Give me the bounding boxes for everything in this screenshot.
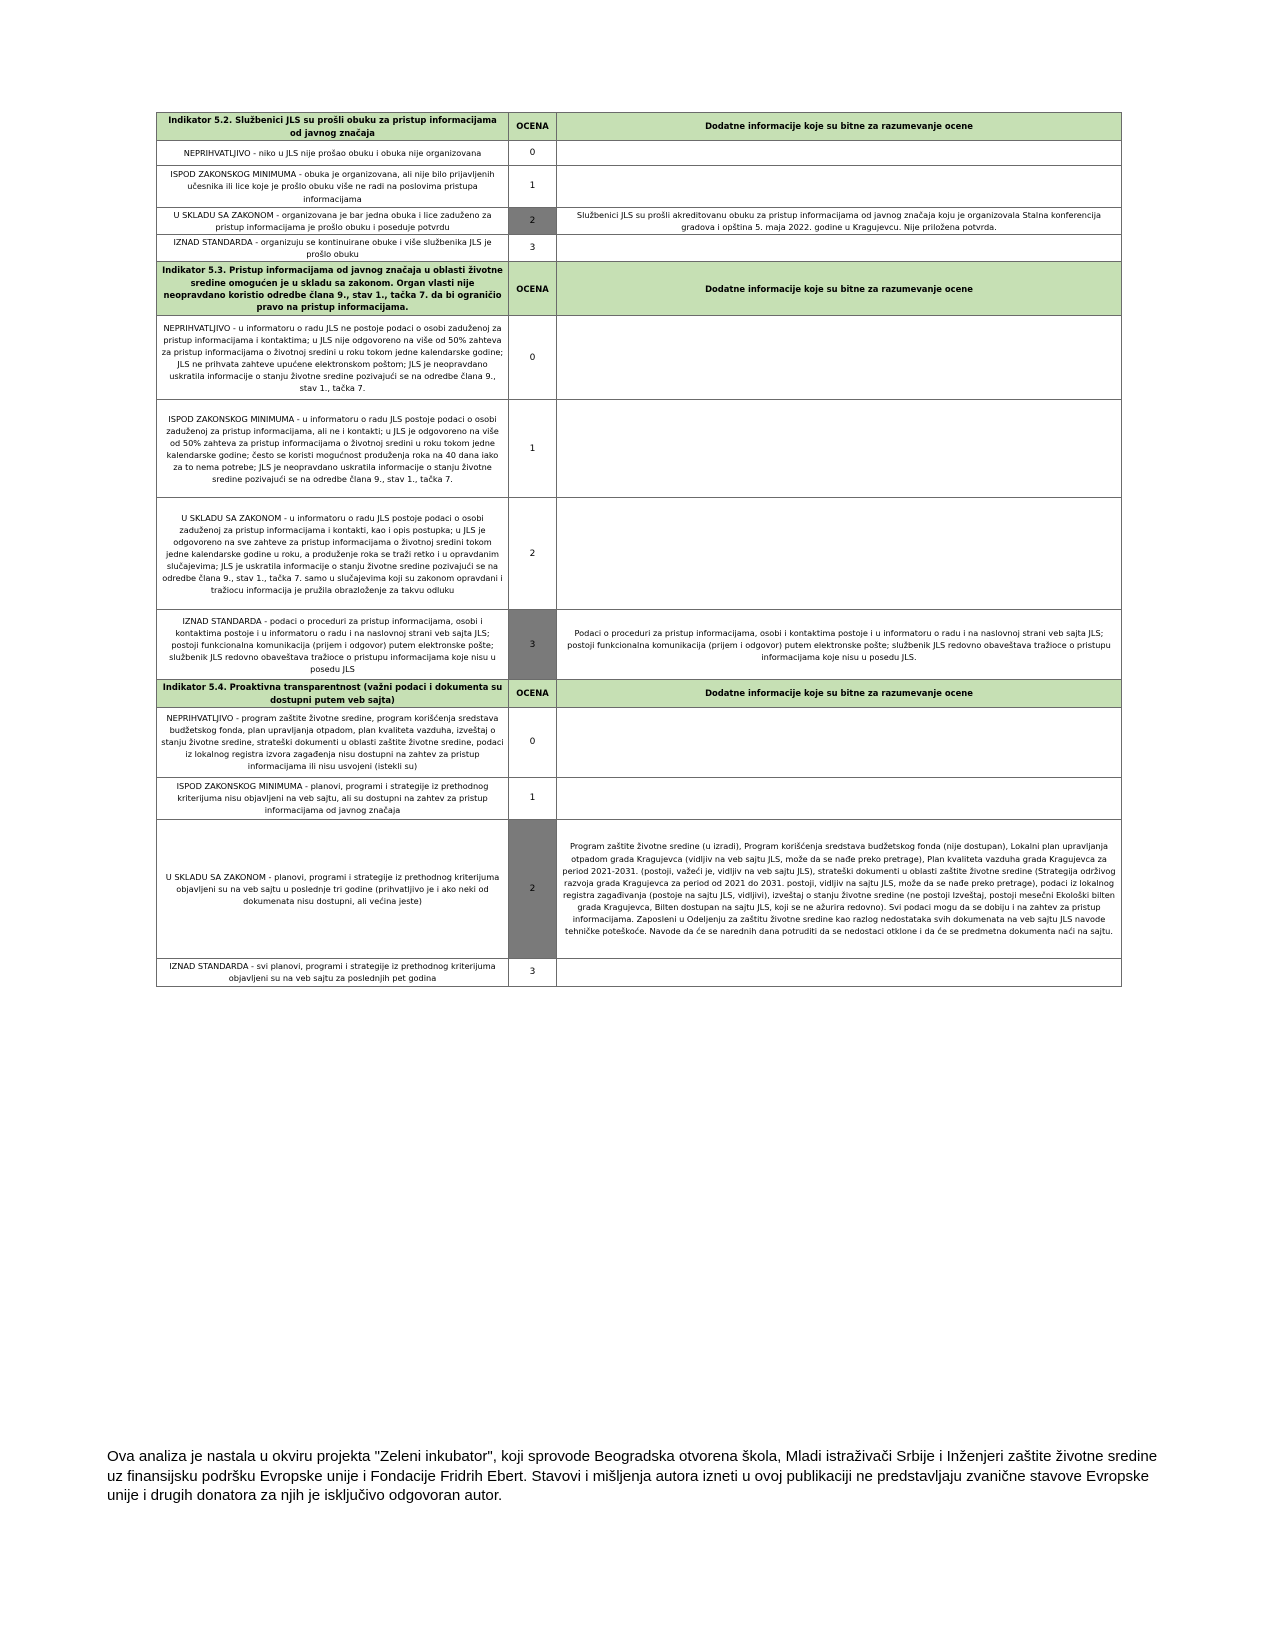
- additional-info: [557, 235, 1122, 262]
- additional-info: [557, 316, 1122, 400]
- criterion-row: [157, 400, 1122, 498]
- score-cell: 0: [509, 707, 557, 777]
- criterion-row: [157, 141, 1122, 166]
- criterion-row: [157, 235, 1122, 262]
- criterion-text: IZNAD STANDARDA - svi planovi, programi i strategije iz prethodnog kriterijuma objavljeni su na veb sajtu za poslednjih pet godina: [157, 958, 509, 986]
- additional-info: Program zaštite životne sredine (u izradi), Program korišćenja sredstava budžetskog fonda (nije dostupan), Lokalni plan upravljanja otpadom grada Kragujevca (vidljiv na veb sajtu JLS, može da se nađe preko pretrage), Plan kvaliteta vazduha grada Kragujevca za period 2021-2031. (postoji, važeći je, vidljiv na veb sajtu JLS), strateški dokumenti u oblasti zaštite životne sredine (Strategija održivog razvoja grada Kragujevca za period od 2021 do 2031. postoji, vidljiv na sajtu JLS, može da se nađe preko pretrage), podaci iz lokalnog registra zagađivanja (postoje na sajtu JLS, vidljivi), izveštaj o stanju životne sredine (ne postoji Izveštaj, postoji mesečni Ekološki bilten grada Kragujevca, Bilten dostupan na sajtu JLS, koji se ne ažurira redovno). Svi podaci mogu da se dobiju i na zahtev za pristup informacijama. Zaposleni u Odeljenju za zaštitu životne sredine kao razlog nedostataka svih dokumenata na veb sajtu JLS navode tehničke poteškoće. Navode da će se narednih dana potruditi da se nedostaci otklone i da će se predmetna dokumenta naći na sajtu.: [557, 819, 1122, 958]
- score-cell: 0: [509, 316, 557, 400]
- info-header: Dodatne informacije koje su bitne za razumevanje ocene: [557, 680, 1122, 707]
- footer-note: Ova analiza je nastala u okviru projekta "Zeleni inkubator", koji sprovode Beogradska otvorena škola, Mladi istraživači Srbije i Inženjeri zaštite životne sredine uz finansijsku podršku Evropske unije i Fondacije Fridrih Ebert. Stavovi i mišljenja autora izneti u ovoj publikaciji ne predstavljaju zvanične stavove Evropske unije i drugih donatora za njih je isključivo odgovoran autor.: [107, 1448, 1158, 1505]
- criterion-text: NEPRIHVATLJIVO - u informatoru o radu JLS ne postoje podaci o osobi zaduženoj za pristup informacijama i kontaktima; u JLS nije odgovoreno na više od 50% zahteva za pristup informacijama o životnoj sredini u roku tokom jedne kalendarske godine; JLS ne prihvata zahteve upućene elektronskom poštom; JLS je neopravdano uskratila informacije o stanju životne sredine pozivajući se na odredbe člana 9., stav 1., tačka 7.: [157, 316, 509, 400]
- criterion-text: ISPOD ZAKONSKOG MINIMUMA - u informatoru o radu JLS postoje podaci o osobi zaduženoj za pristup informacijama, ali ne i kontakti; u JLS je odgovoreno na više od 50% zahteva za pristup informacijama o životnoj sredini u roku tokom jedne kalendarske godine; često se koristi mogućnost produženja roka na 40 dana iako za to nema potrebe; JLS je neopravdano uskratila informacije o stanju životne sredine pozivajući se na odredbe člana 9., stav 1., tačka 7.: [157, 400, 509, 498]
- score-cell: 0: [509, 141, 557, 166]
- additional-info: [557, 958, 1122, 986]
- criterion-text: NEPRIHVATLJIVO - niko u JLS nije prošao obuku i obuka nije organizovana: [157, 141, 509, 166]
- criterion-row: [157, 316, 1122, 400]
- indicator-header-row: [157, 262, 1122, 316]
- criterion-row: [157, 208, 1122, 235]
- score-cell: 1: [509, 400, 557, 498]
- criterion-row: [157, 777, 1122, 819]
- score-header: OCENA: [509, 262, 557, 316]
- criterion-row: [157, 958, 1122, 986]
- additional-info: [557, 777, 1122, 819]
- additional-info: [557, 707, 1122, 777]
- score-cell: 1: [509, 166, 557, 208]
- selected-score-cell: 2: [509, 208, 557, 235]
- score-cell: 3: [509, 235, 557, 262]
- criterion-row: [157, 498, 1122, 610]
- score-cell: 3: [509, 958, 557, 986]
- additional-info: [557, 166, 1122, 208]
- criterion-row: [157, 610, 1122, 680]
- additional-info: Podaci o proceduri za pristup informacijama, osobi i kontaktima postoje i u informatoru o radu i na naslovnoj strani veb sajta JLS; postoji funkcionalna komunikacija (prijem i odgovor) putem elektronske pošte; službenik JLS redovno obaveštava tražioce o pristupu informacijama koje nisu u posedu JLS.: [557, 610, 1122, 680]
- selected-score-cell: 3: [509, 610, 557, 680]
- criterion-text: IZNAD STANDARDA - organizuju se kontinuirane obuke i više službenika JLS je prošlo obuku: [157, 235, 509, 262]
- info-header: Dodatne informacije koje su bitne za razumevanje ocene: [557, 262, 1122, 316]
- criterion-text: U SKLADU SA ZAKONOM - planovi, programi i strategije iz prethodnog kriterijuma objavljeni su na veb sajtu u poslednje tri godine (prihvatljivo je i ako neki od dokumenata nisu dostupni, ali većina jeste): [157, 819, 509, 958]
- additional-info: [557, 141, 1122, 166]
- score-cell: 1: [509, 777, 557, 819]
- indicator-header-row: [157, 680, 1122, 707]
- criterion-row: [157, 819, 1122, 958]
- criterion-text: ISPOD ZAKONSKOG MINIMUMA - planovi, programi i strategije iz prethodnog kriterijuma nisu objavljeni na veb sajtu, ali su dostupni na zahtev za pristup informacijama od javnog značaja: [157, 777, 509, 819]
- criterion-row: [157, 707, 1122, 777]
- criterion-text: ISPOD ZAKONSKOG MINIMUMA - obuka je organizovana, ali nije bilo prijavljenih učesnika ili lice koje je prošlo obuku više ne radi na poslovima pristupa informacijama: [157, 166, 509, 208]
- additional-info: [557, 400, 1122, 498]
- indicator-title: Indikator 5.3. Pristup informacijama od javnog značaja u oblasti životne sredine omogućen je u skladu sa zakonom. Organ vlasti nije neopravdano koristio odredbe člana 9., stav 1., tačka 7. da bi ograničio pravo na pristup informacijama.: [157, 262, 509, 316]
- indicator-table: [156, 112, 1122, 987]
- score-header: OCENA: [509, 680, 557, 707]
- info-header: Dodatne informacije koje su bitne za razumevanje ocene: [557, 113, 1122, 141]
- criterion-text: U SKLADU SA ZAKONOM - organizovana je bar jedna obuka i lice zaduženo za pristup informacijama je prošlo obuku i poseduje potvrdu: [157, 208, 509, 235]
- indicator-title: Indikator 5.2. Službenici JLS su prošli obuku za pristup informacijama od javnog značaja: [157, 113, 509, 141]
- criterion-text: U SKLADU SA ZAKONOM - u informatoru o radu JLS postoje podaci o osobi zaduženoj za pristup informacijama i kontakti, kao i opis postupka; u JLS je odgovoreno na sve zahteve za pristup informacijama o životnoj sredini tokom jedne kalendarske godine u roku, a produženje roka se traži retko i u opravdanim slučajevima; JLS je uskratila informacije o stanju životne sredine pozivajući se na odredbe člana 9., stav 1., tačka 7. samo u slučajevima koji su zakonom opravdani i tražiocu informacija je pružila obrazloženje za takvu odluku: [157, 498, 509, 610]
- selected-score-cell: 2: [509, 819, 557, 958]
- score-cell: 2: [509, 498, 557, 610]
- indicator-header-row: [157, 113, 1122, 141]
- additional-info: Službenici JLS su prošli akreditovanu obuku za pristup informacijama od javnog značaja koju je organizovala Stalna konferencija gradova i opština 5. maja 2022. godine u Kragujevcu. Nije priložena potvrda.: [557, 208, 1122, 235]
- score-header: OCENA: [509, 113, 557, 141]
- additional-info: [557, 498, 1122, 610]
- criterion-row: [157, 166, 1122, 208]
- indicator-title: Indikator 5.4. Proaktivna transparentnost (važni podaci i dokumenta su dostupni putem veb sajta): [157, 680, 509, 707]
- criterion-text: NEPRIHVATLJIVO - program zaštite životne sredine, program korišćenja sredstava budžetskog fonda, plan upravljanja otpadom, plan kvaliteta vazduha, izveštaj o stanju životne sredine, strateški dokumenti u oblasti zaštite životne sredine, podaci iz lokalnog registra izvora zagađenja nisu dostupni na zahtev za pristup informacijama ili nisu usvojeni (istekli su): [157, 707, 509, 777]
- criterion-text: IZNAD STANDARDA - podaci o proceduri za pristup informacijama, osobi i kontaktima postoje i u informatoru o radu i na naslovnoj strani veb sajta JLS; postoji funkcionalna komunikacija (prijem i odgovor) putem elektronske pošte; službenik JLS redovno obaveštava tražioce o pristupu informacijama koje nisu u posedu JLS: [157, 610, 509, 680]
